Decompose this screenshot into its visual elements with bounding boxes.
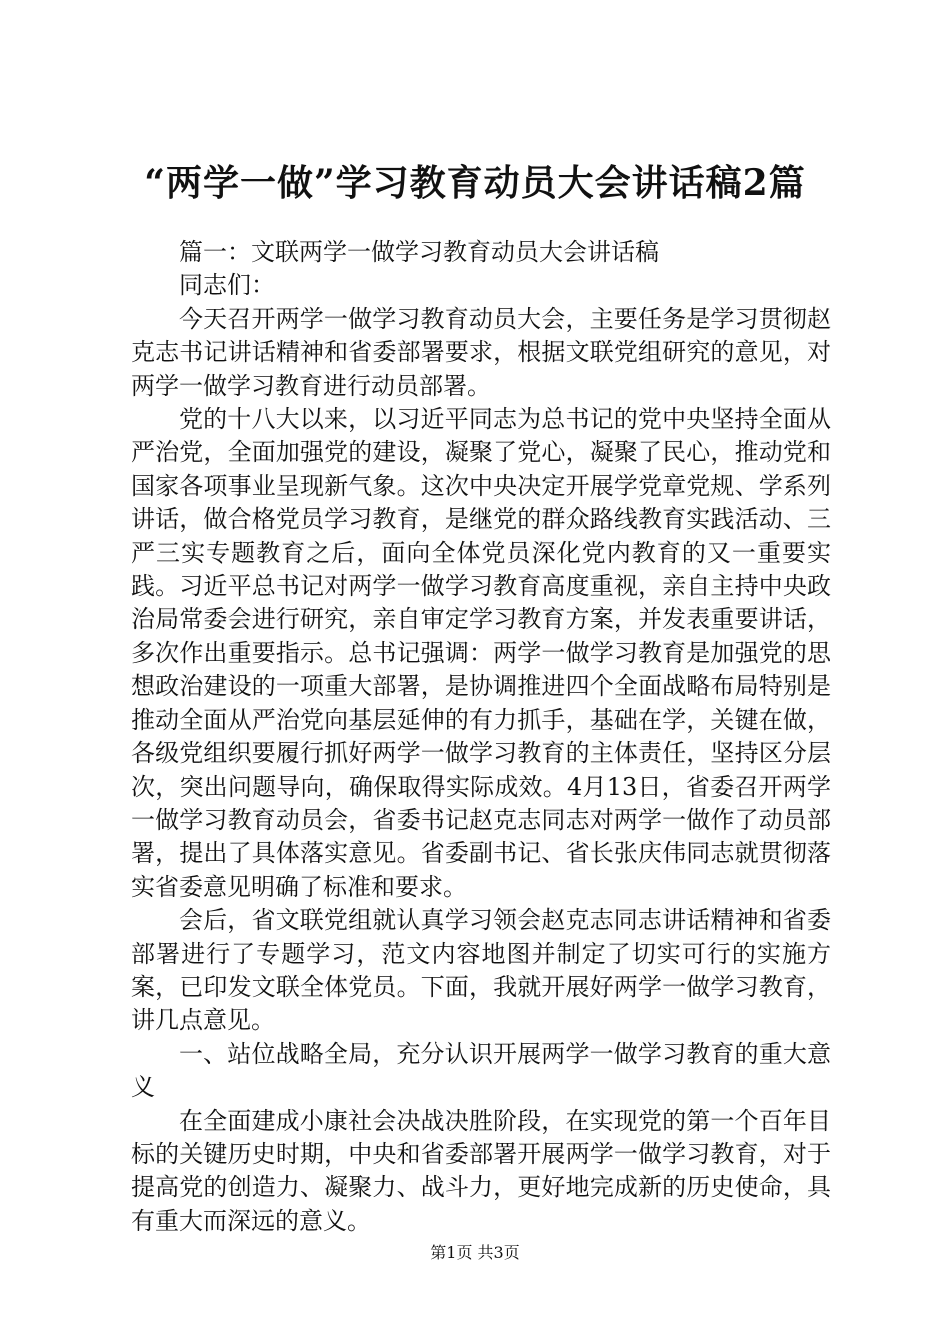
document-title: “两学一做”学习教育动员大会讲话稿2篇 [144,162,806,204]
salutation: 同志们： [179,271,275,300]
document-body [131,236,831,1238]
page-footer: 第1页 共3页 [430,1243,520,1262]
body-paragraph: 在全面建成小康社会决战决胜阶段，在实现党的第一个百年目标的关键历史时期，中央和省委部署开展两学一做学习教育，对于提高党的创造力、凝聚力、战斗力，更好地完成新的历史使命，具有重大而深远的意义。 [131,1106,831,1235]
section-heading: 篇一：文联两学一做学习教育动员大会讲话稿 [179,238,659,266]
body-paragraph: 会后，省文联党组就认真学习领会赵克志同志讲话精神和省委部署进行了专题学习，范文内容地图并制定了切实可行的实施方案，已印发文联全体党员。下面，我就开展好两学一做学习教育，讲几点意见。 [131,906,831,1035]
subsection-heading: 一、站位战略全局，充分认识开展两学一做学习教育的重大意义 [131,1039,831,1102]
body-paragraph: 党的十八大以来，以习近平同志为总书记的党中央坚持全面从严治党，全面加强党的建设，凝聚了党心，凝聚了民心，推动党和国家各项事业呈现新气象。这次中央决定开展学党章党规、学系列讲话，做合格党员学习教育，是继党的群众路线教育实践活动、三严三实专题教育之后，面向全体党员深化党内教育的又一重要实践。习近平总书记对两学一做学习教育高度重视，亲自主持中央政治局常委会进行研究，亲自审定学习教育方案，并发表重要讲话，多次作出重要指示。总书记强调：两学一做学习教育是加强党的思想政治建设的一项重大部署，是协调推进四个全面战略布局特别是推动全面从严治党向基层延伸的有力抓手，基础在学，关键在做，各级党组织要履行抓好两学一做学习教育的主体责任，坚持区分层次，突出问题导向，确保取得实际成效。4月13日，省委召开两学一做学习教育动员会，省委书记赵克志同志对两学一做作了动员部署，提出了具体落实意见。省委副书记、省长张庆伟同志就贯彻落实省委意见明确了标准和要求。 [131,405,831,901]
body-paragraph: 今天召开两学一做学习教育动员大会，主要任务是学习贯彻赵克志书记讲话精神和省委部署要求，根据文联党组研究的意见，对两学一做学习教育进行动员部署。 [131,304,831,400]
